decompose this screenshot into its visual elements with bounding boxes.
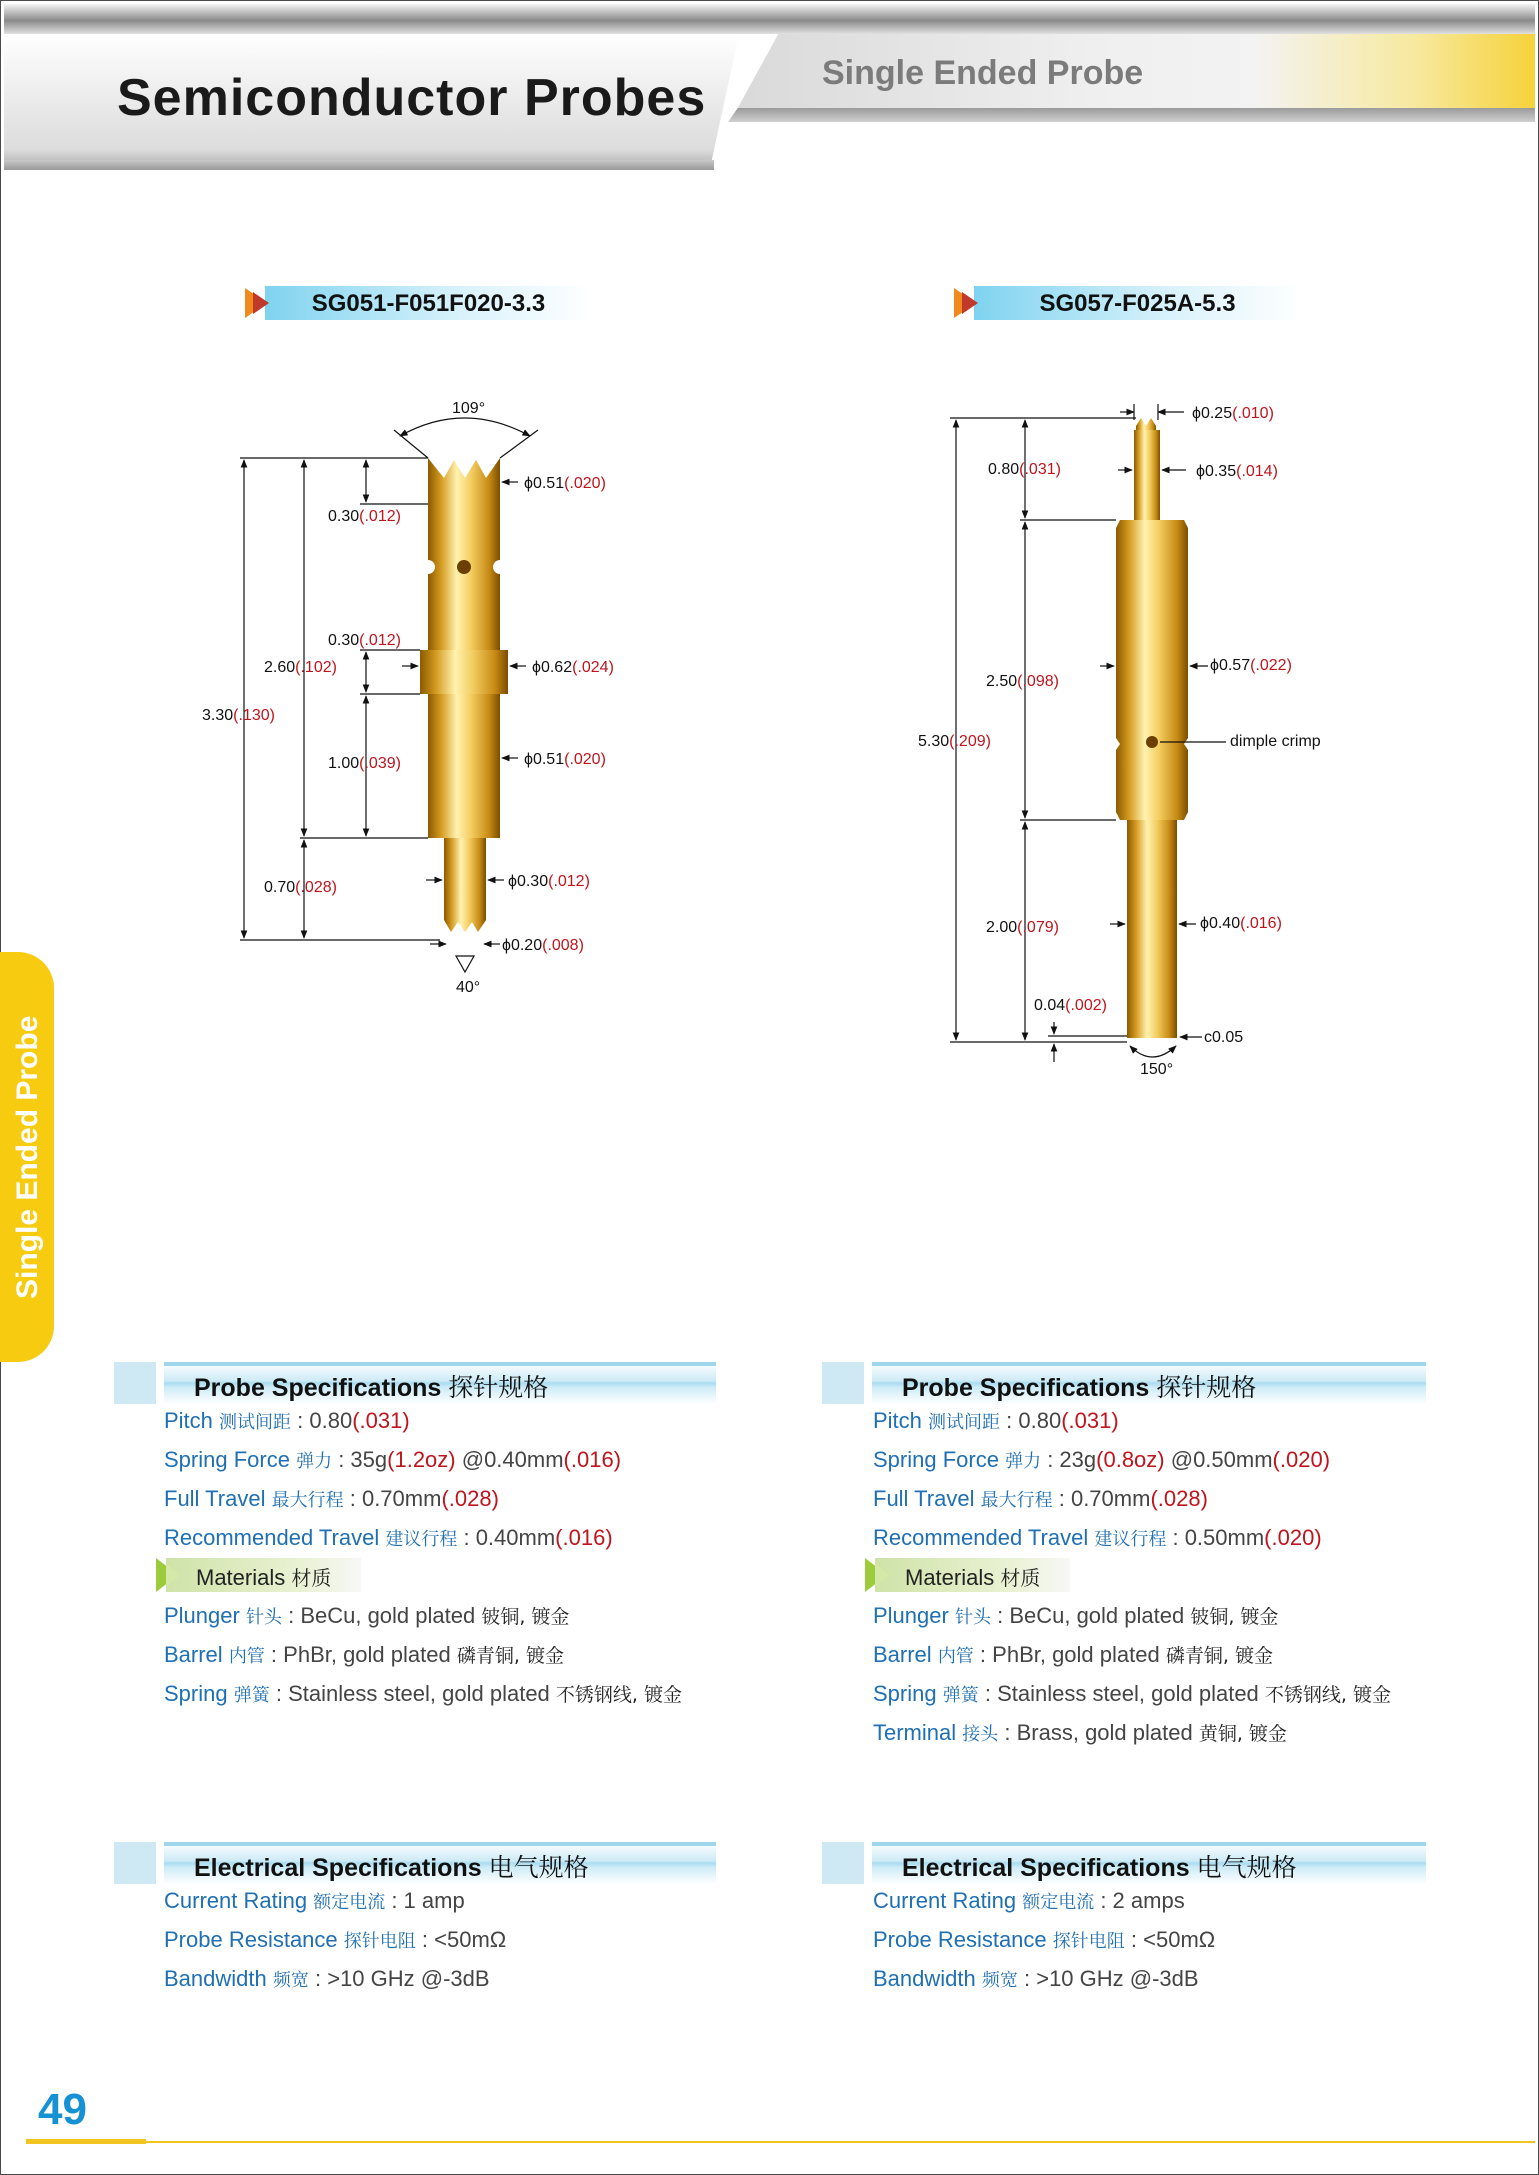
svg-text:ϕ0.62(.024): ϕ0.62(.024) [532, 659, 614, 676]
svg-text:2.00(.079): 2.00(.079) [986, 919, 1059, 936]
page-title: Semiconductor Probes [117, 69, 707, 127]
spec-full-travel: Full Travel 最大行程 : 0.70mm(.028) [873, 1486, 1208, 1511]
svg-text:0.04(.002): 0.04(.002) [1034, 997, 1107, 1014]
svg-text:0.70(.028): 0.70(.028) [264, 879, 337, 896]
svg-text:ϕ0.35(.014): ϕ0.35(.014) [1196, 463, 1278, 480]
footer-rule-accent [26, 2139, 146, 2144]
material-terminal: Terminal 接头 : Brass, gold plated 黄铜, 镀金 [873, 1720, 1287, 1745]
materials-title: Materials 材质 [196, 1565, 332, 1590]
svg-text:ϕ0.30(.012): ϕ0.30(.012) [508, 873, 590, 890]
svg-text:0.30(.012): 0.30(.012) [328, 508, 401, 525]
model-name-left: SG051-F051F020-3.3 [311, 290, 546, 317]
material-plunger: Plunger 针头 : BeCu, gold plated 铍铜, 镀金 [164, 1603, 570, 1628]
probe-collar [420, 650, 508, 694]
probe-plunger-top [1134, 430, 1160, 520]
materials-tag-left [156, 1558, 361, 1592]
probe-barrel [428, 694, 500, 838]
electrical-specs-title: Electrical Specifications 电气规格 [902, 1853, 1297, 1882]
material-spring: Spring 弹簧 : Stainless steel, gold plated 不锈钢线, 镀金 [873, 1681, 1392, 1706]
spec-full-travel: Full Travel 最大行程 : 0.70mm(.028) [164, 1486, 499, 1511]
elec-probe-resistance: Probe Resistance 探针电阻 : <50mΩ [164, 1927, 507, 1952]
dim-angle-bottom: 150° [1140, 1061, 1174, 1078]
dim-angle-bottom: 40° [456, 979, 481, 996]
svg-text:0.80(.031): 0.80(.031) [988, 461, 1061, 478]
probe-crown [428, 458, 500, 650]
dimension-labels-left [202, 400, 614, 996]
electrical-specs-header-right [822, 1842, 1426, 1884]
material-barrel: Barrel 内管 : PhBr, gold plated 磷青铜, 镀金 [164, 1642, 564, 1667]
footer-rule [26, 2141, 1535, 2143]
model-name-right: SG057-F025A-5.3 [1039, 290, 1236, 317]
materials-title: Materials 材质 [905, 1565, 1041, 1590]
elec-current-rating: Current Rating 额定电流 : 1 amp [164, 1888, 465, 1913]
probe-dimple [1146, 736, 1158, 748]
svg-text:ϕ0.57(.022): ϕ0.57(.022) [1210, 657, 1292, 674]
header-square [114, 1842, 156, 1884]
probe-terminal [1127, 820, 1177, 1038]
probe-plunger [444, 838, 486, 932]
material-spring: Spring 弹簧 : Stainless steel, gold plated 不锈钢线, 镀金 [164, 1681, 683, 1706]
page-number: 49 [38, 2085, 87, 2134]
svg-text:0.30(.012): 0.30(.012) [328, 632, 401, 649]
header-square [822, 1842, 864, 1884]
probe-dimple [457, 560, 471, 574]
probe-tip [1136, 418, 1156, 432]
header-square [822, 1362, 864, 1404]
dim-angle-top: 109° [452, 400, 486, 417]
material-plunger: Plunger 针头 : BeCu, gold plated 铍铜, 镀金 [873, 1603, 1279, 1628]
probe-specs-header-left [114, 1362, 716, 1404]
svg-text:1.00(.039): 1.00(.039) [328, 755, 401, 772]
materials-tag-right [865, 1558, 1070, 1592]
header-square [114, 1362, 156, 1404]
svg-text:ϕ0.51(.020): ϕ0.51(.020) [524, 475, 606, 492]
probe-drawing-left [420, 458, 508, 932]
svg-text:3.30(.130): 3.30(.130) [202, 707, 275, 724]
probe-barrel [1116, 520, 1188, 820]
dimple-crimp-callout: dimple crimp [1230, 733, 1321, 750]
svg-text:2.60(.102): 2.60(.102) [264, 659, 337, 676]
elec-bandwidth: Bandwidth 频宽 : >10 GHz @-3dB [873, 1966, 1199, 1991]
svg-text:ϕ0.20(.008): ϕ0.20(.008) [502, 937, 584, 954]
svg-text:2.50(.098): 2.50(.098) [986, 673, 1059, 690]
spec-pitch: Pitch 测试间距 : 0.80(.031) [873, 1408, 1119, 1433]
probe-specs-title: Probe Specifications 探针规格 [194, 1373, 549, 1402]
electrical-specs-title: Electrical Specifications 电气规格 [194, 1853, 589, 1882]
chevron-right-icon [875, 1563, 889, 1587]
elec-current-rating: Current Rating 额定电流 : 2 amps [873, 1888, 1185, 1913]
probe-drawing-right [1116, 418, 1188, 1038]
svg-text:ϕ0.25(.010): ϕ0.25(.010) [1192, 405, 1274, 422]
material-barrel: Barrel 内管 : PhBr, gold plated 磷青铜, 镀金 [873, 1642, 1273, 1667]
svg-text:5.30(.209): 5.30(.209) [918, 733, 991, 750]
probe-specs-header-right [822, 1362, 1426, 1404]
elec-bandwidth: Bandwidth 频宽 : >10 GHz @-3dB [164, 1966, 490, 1991]
section-title: Single Ended Probe [822, 54, 1144, 92]
elec-probe-resistance: Probe Resistance 探针电阻 : <50mΩ [873, 1927, 1216, 1952]
spec-recommended-travel: Recommended Travel 建议行程 : 0.40mm(.016) [164, 1525, 613, 1550]
spec-pitch: Pitch 测试间距 : 0.80(.031) [164, 1408, 410, 1433]
spec-spring-force: Spring Force 弹力 : 35g(1.2oz) @0.40mm(.016) [164, 1447, 622, 1472]
electrical-specs-header-left [114, 1842, 716, 1884]
chevron-right-icon [166, 1563, 180, 1587]
svg-text:ϕ0.40(.016): ϕ0.40(.016) [1200, 915, 1282, 932]
side-tab-label: Single Ended Probe [11, 1015, 44, 1299]
spec-spring-force: Spring Force 弹力 : 23g(0.8oz) @0.50mm(.020) [873, 1447, 1331, 1472]
dim-chamfer: c0.05 [1204, 1029, 1244, 1046]
svg-text:ϕ0.51(.020): ϕ0.51(.020) [524, 751, 606, 768]
probe-specs-title: Probe Specifications 探针规格 [902, 1373, 1257, 1402]
spec-recommended-travel: Recommended Travel 建议行程 : 0.50mm(.020) [873, 1525, 1322, 1550]
